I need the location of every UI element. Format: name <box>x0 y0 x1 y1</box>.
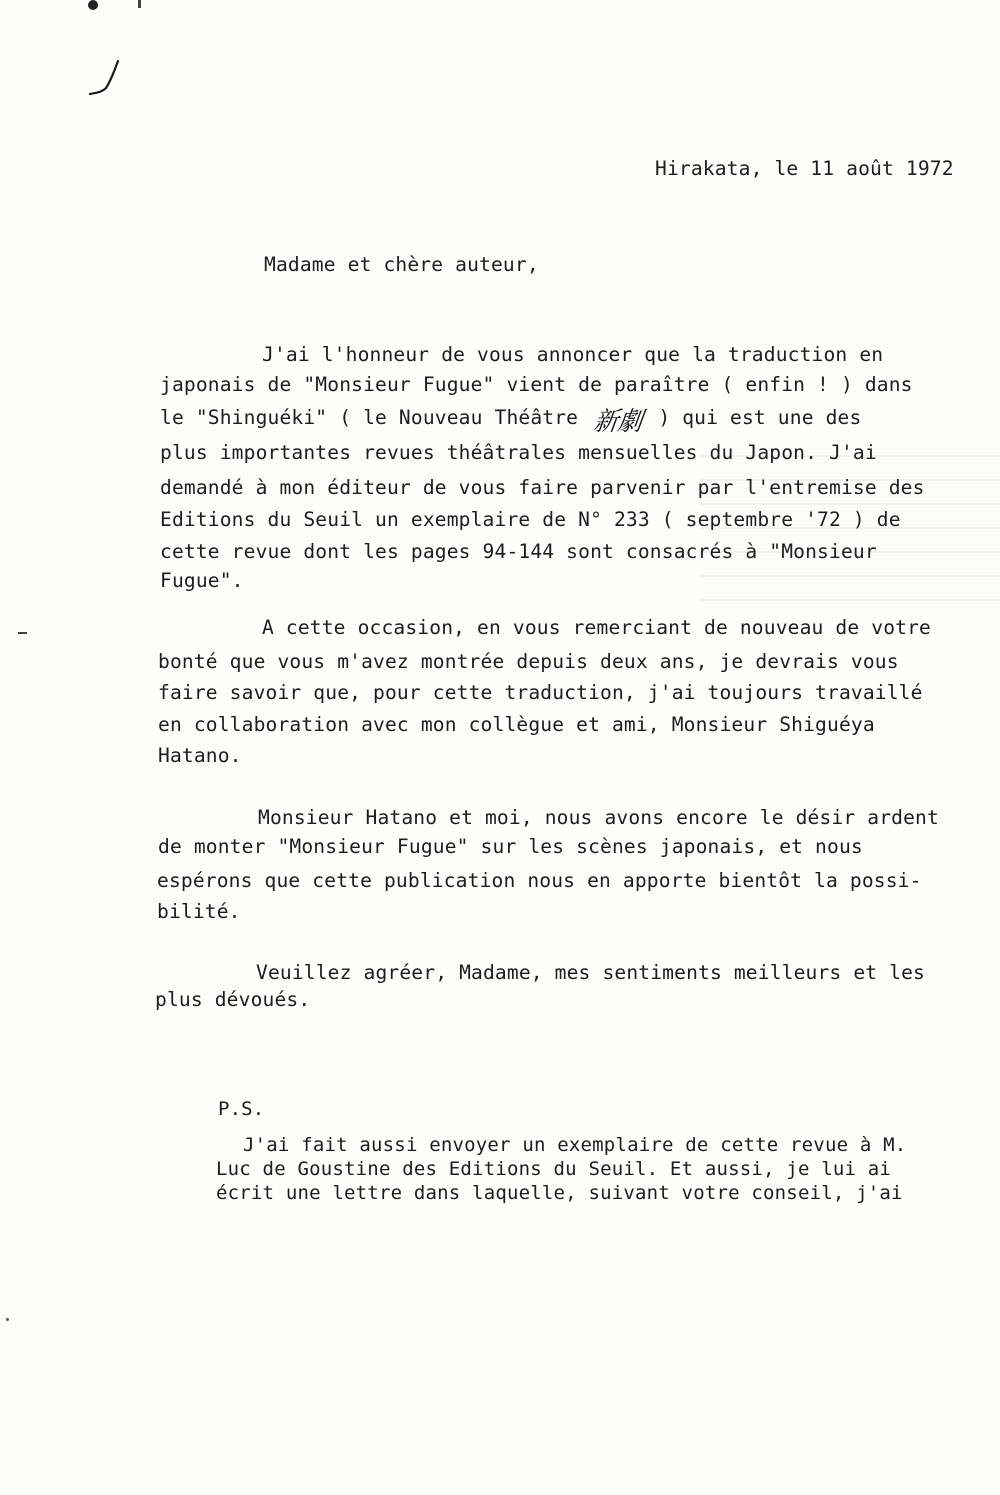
paragraph-2-line: en collaboration avec mon collègue et ami, Monsieur Shiguéya <box>158 713 875 736</box>
paragraph-1-line-end: ) qui est une des <box>646 406 862 429</box>
paragraph-1-line: cette revue dont les pages 94-144 sont consacrés à "Monsieur <box>160 540 877 563</box>
postscript-line: Luc de Goustine des Editions du Seuil. Et aussi, je lui ai <box>216 1158 892 1180</box>
salutation: Madame et chère auteur, <box>264 253 539 276</box>
paragraph-2-line: Hatano. <box>158 744 242 767</box>
paragraph-3-line: Monsieur Hatano et moi, nous avons encore le désir ardent <box>258 806 939 829</box>
paragraph-1-line <box>160 406 862 437</box>
paragraph-1-line: Editions du Seuil un exemplaire de N° 233 ( septembre '72 ) de <box>160 508 901 531</box>
paragraph-2-line: bonté que vous m'avez montrée depuis deux ans, je devrais vous <box>158 650 899 673</box>
postscript-line: J'ai fait aussi envoyer un exemplaire de cette revue à M. <box>243 1134 907 1156</box>
letter-date: Hirakata, le 11 août 1972 <box>655 157 954 180</box>
ink-tick-mark <box>138 0 141 8</box>
paragraph-1-line: J'ai l'honneur de vous annoncer que la traduction en <box>262 343 884 366</box>
paragraph-1-line-start: le "Shinguéki" ( le Nouveau Théâtre <box>160 406 591 429</box>
closing-line: Veuillez agréer, Madame, mes sentiments meilleurs et les <box>256 961 925 984</box>
pen-stroke-mark <box>88 58 128 98</box>
paragraph-1-line: plus importantes revues théâtrales mensuelles du Japon. J'ai <box>160 441 877 464</box>
paragraph-2-line: A cette occasion, en vous remerciant de nouveau de votre <box>262 616 931 639</box>
paragraph-3-line: de monter "Monsieur Fugue" sur les scènes japonais, et nous <box>158 835 863 858</box>
paragraph-1-line: japonais de "Monsieur Fugue" vient de paraître ( enfin ! ) dans <box>160 373 913 396</box>
postscript-label: P.S. <box>218 1098 265 1120</box>
margin-dash-mark <box>18 632 27 634</box>
paragraph-1-line: Fugue". <box>160 569 244 592</box>
closing-line: plus dévoués. <box>155 988 311 1011</box>
ink-dot-mark <box>88 0 98 10</box>
paragraph-3-line: bilité. <box>157 900 241 923</box>
paragraph-1-line: demandé à mon éditeur de vous faire parvenir par l'entremise des <box>160 476 925 499</box>
handwritten-kanji: 新劇 <box>592 407 645 437</box>
postscript-line: écrit une lettre dans laquelle, suivant votre conseil, j'ai <box>216 1182 903 1204</box>
margin-dot-mark <box>6 1318 9 1321</box>
paragraph-2-line: faire savoir que, pour cette traduction, j'ai toujours travaillé <box>158 681 923 704</box>
paragraph-3-line: espérons que cette publication nous en apporte bientôt la possi- <box>157 869 922 892</box>
